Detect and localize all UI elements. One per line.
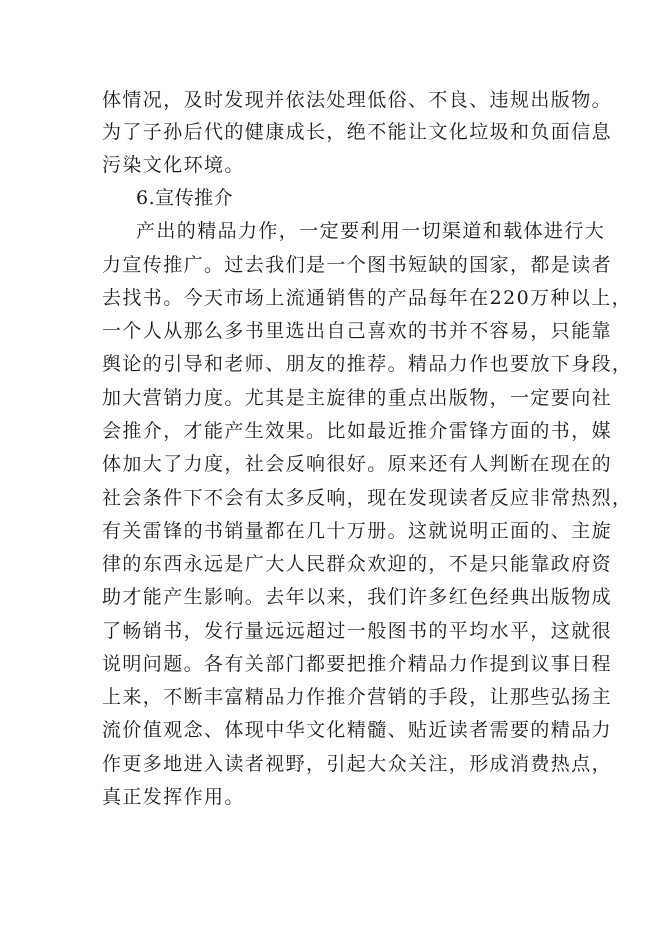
text-line: 有关雷锋的书销量都在几十万册。这就说明正面的、主旋	[102, 520, 613, 542]
text-line: 加大营销力度。尤其是主旋律的重点出版物，一定要向社	[102, 387, 613, 409]
text-line: 律的东西永远是广大人民群众欢迎的，不是只能靠政府资	[102, 553, 613, 575]
text-line: 上来，不断丰富精品力作推介营销的手段，让那些弘扬主	[102, 686, 613, 708]
text-line: 会推介，才能产生效果。比如最近推介雷锋方面的书，媒	[102, 420, 613, 442]
text-line: 力宣传推广。过去我们是一个图书短缺的国家，都是读者	[102, 254, 613, 276]
text-line: 一个人从那么多书里选出自己喜欢的书并不容易，只能靠	[102, 320, 613, 342]
text-line: 说明问题。各有关部门都要把推介精品力作提到议事日程	[102, 653, 613, 675]
section-heading: 6.宣传推介	[136, 187, 234, 209]
text-line: 社会条件下不会有太多反响，现在发现读者反应非常热烈，	[102, 487, 633, 509]
paragraph-first-line: 产出的精品力作，一定要利用一切渠道和载体进行大	[136, 220, 606, 242]
text-line: 助才能产生影响。去年以来，我们许多红色经典出版物成	[102, 586, 613, 608]
text-line: 污染文化环境。	[102, 154, 245, 176]
text-line: 流价值观念、体现中华文化精髓、贴近读者需要的精品力	[102, 719, 613, 741]
text-line: 体加大了力度，社会反响很好。原来还有人判断在现在的	[102, 453, 613, 475]
text-line: 为了子孙后代的健康成长，绝不能让文化垃圾和负面信息	[102, 121, 613, 143]
text-line: 去找书。今天市场上流通销售的产品每年在220万种以上，	[102, 287, 633, 309]
text-line: 了畅销书，发行量远远超过一般图书的平均水平，这就很	[102, 620, 613, 642]
text-line: 真正发挥作用。	[102, 786, 245, 808]
text-line: 体情况，及时发现并依法处理低俗、不良、违规出版物。	[102, 89, 613, 111]
text-line: 舆论的引导和老师、朋友的推荐。精品力作也要放下身段，	[102, 353, 633, 375]
text-line: 作更多地进入读者视野，引起大众关注，形成消费热点，	[102, 753, 613, 775]
